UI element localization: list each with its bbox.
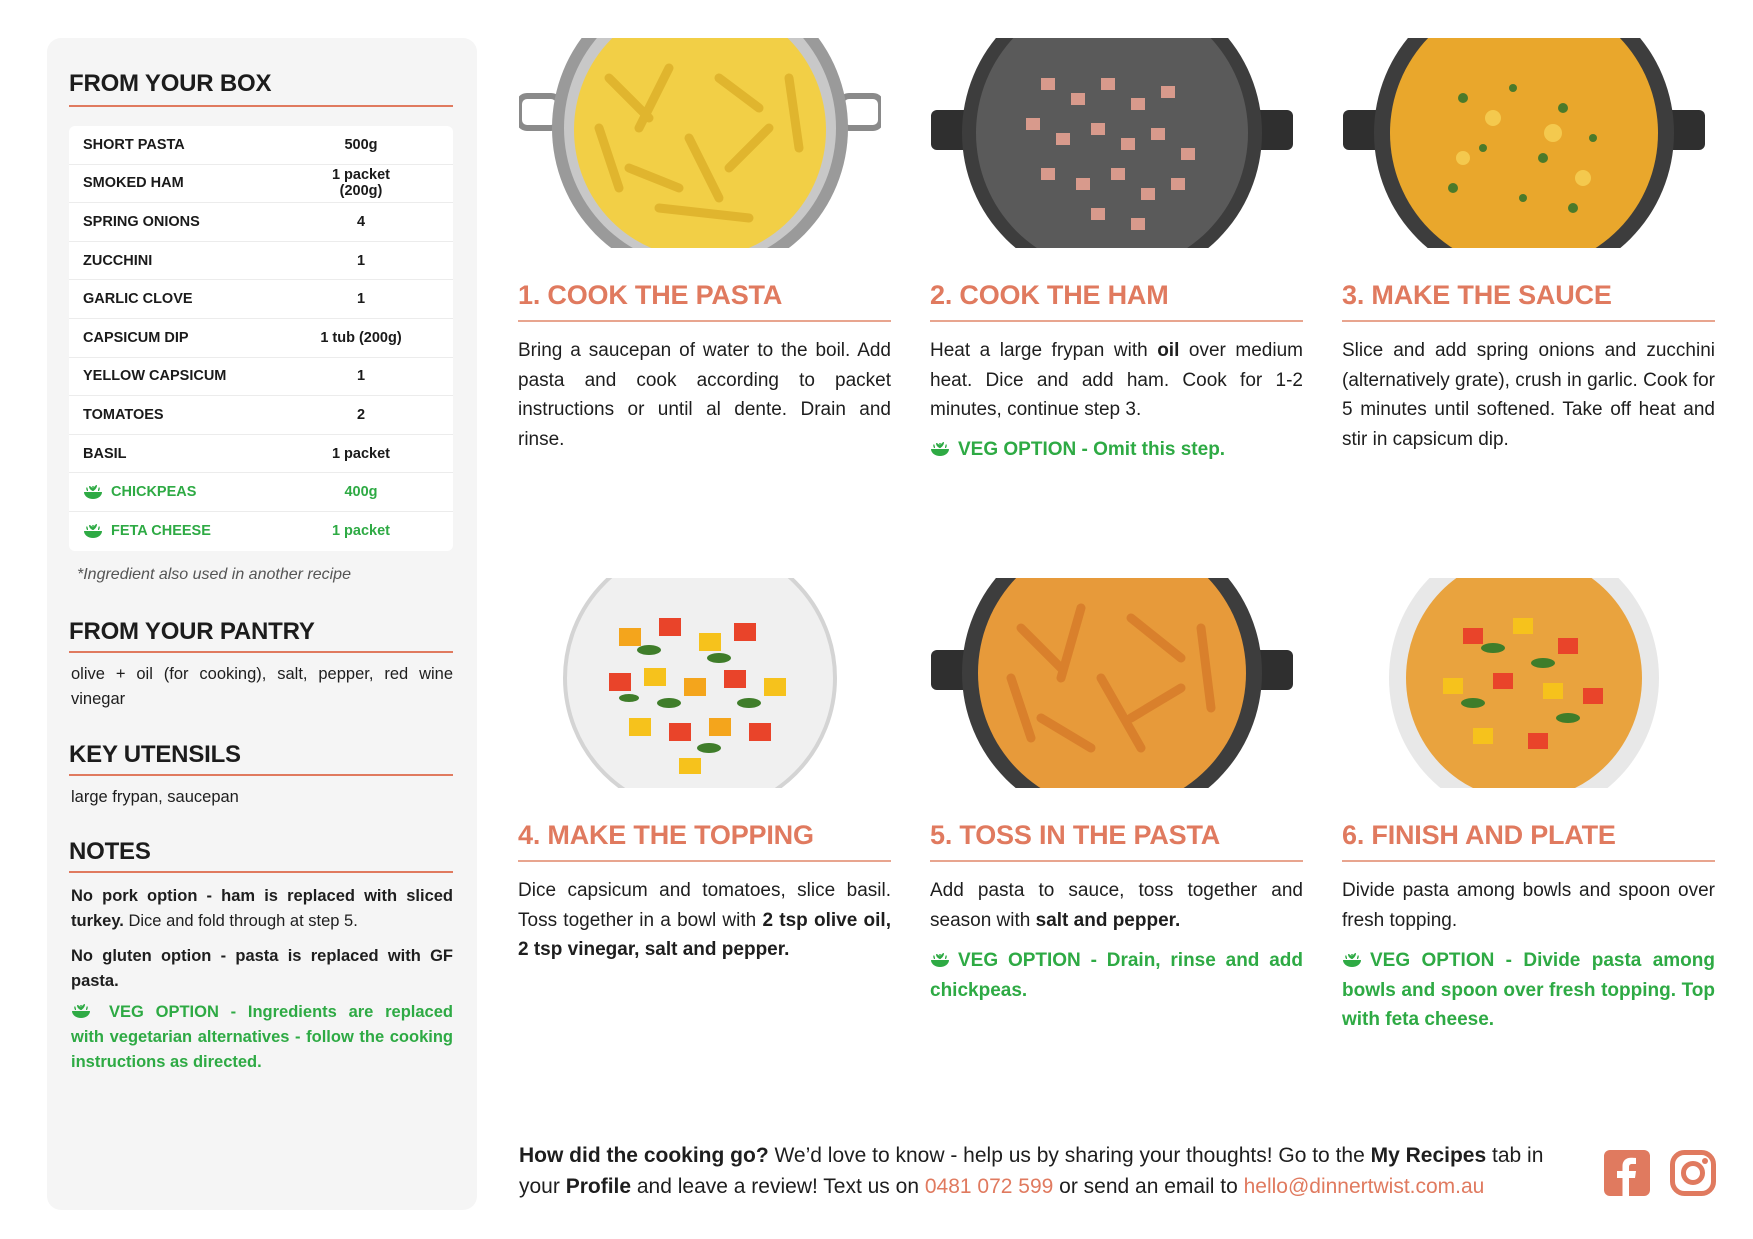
- step-rule: [518, 320, 891, 322]
- leaf-bowl-icon: [83, 523, 103, 539]
- ingredient-row-veg: [69, 512, 453, 551]
- step-6-photo: [1343, 578, 1705, 788]
- step-rule: [930, 320, 1303, 322]
- step-3-title: 3. MAKE THE SAUCE: [1342, 280, 1612, 310]
- step-1-title: 1. COOK THE PASTA: [518, 280, 783, 310]
- step-6-veg-option: VEG OPTION - Divide pasta among bowls and spoon over fresh topping. Top with feta cheese.: [1342, 950, 1715, 1030]
- note-veg-option: VEG OPTION - Ingredients are replaced with vegetarian alternatives - follow the cooking instructions as directed.: [71, 1003, 453, 1071]
- step-6-title: 6. FINISH AND PLATE: [1342, 820, 1616, 850]
- phone-link[interactable]: 0481 072 599: [924, 1175, 1054, 1198]
- step-1-body: Bring a saucepan of water to the boil. Add pasta and cook according to packet instructions or until al dente. Drain and rinse.: [518, 340, 891, 450]
- ingredient-qty: 1 packet: [331, 523, 391, 540]
- ingredient-name: FETA CHEESE: [111, 523, 211, 540]
- step-rule: [930, 860, 1303, 862]
- note-no-gluten: No gluten option - pasta is replaced with GF pasta.: [71, 947, 453, 990]
- ingredient-row: [69, 358, 453, 397]
- ingredient-row: [69, 396, 453, 435]
- step-5-photo: [931, 578, 1293, 788]
- step-rule: [1342, 860, 1715, 862]
- heading-rule: [69, 774, 453, 776]
- leaf-bowl-icon: [71, 1003, 91, 1019]
- ingredient-qty: 1 packet: [331, 445, 391, 462]
- step-6-body: Divide pasta among bowls and spoon over fresh topping.: [1342, 880, 1715, 931]
- step-3-photo: [1343, 38, 1705, 248]
- step-5-title: 5. TOSS IN THE PASTA: [930, 820, 1221, 850]
- review-prompt: How did the cooking go? We’d love to know - help us by sharing your thoughts! Go to the My Recipes tab in your Profile and leave a review! Text us on 0481 072 599 or send an email to hello@dinnertwist.com.au: [519, 1144, 1544, 1198]
- ingredients-panel: [47, 38, 477, 1210]
- ingredient-row: [69, 126, 453, 165]
- step-2-photo: [931, 38, 1293, 248]
- key-utensils-heading: KEY UTENSILS: [69, 741, 241, 768]
- email-link[interactable]: hello@dinnertwist.com.au: [1243, 1175, 1485, 1198]
- ingredient-qty: 1 packet (200g): [331, 167, 391, 200]
- heading-rule: [69, 871, 453, 873]
- pantry-text: olive + oil (for cooking), salt, pepper, red wine vinegar: [71, 665, 453, 708]
- instagram-icon[interactable]: [1670, 1150, 1716, 1196]
- step-5-body: Add pasta to sauce, toss together and season with salt and pepper.: [930, 880, 1303, 931]
- leaf-bowl-icon: [930, 441, 950, 457]
- ingredient-row: [69, 435, 453, 474]
- ingredient-qty: 1: [356, 252, 366, 269]
- ingredient-row: [69, 280, 453, 319]
- ingredient-qty: 500g: [344, 136, 378, 153]
- step-2-body: Heat a large frypan with oil over medium heat. Dice and add ham. Cook for 1-2 minutes, continue step 3.: [930, 340, 1303, 420]
- step-5-veg-option: VEG OPTION - Drain, rinse and add chickpeas.: [930, 950, 1303, 1001]
- heading-rule: [69, 105, 453, 107]
- ingredient-qty: 1: [356, 368, 366, 385]
- notes-heading: NOTES: [69, 838, 151, 865]
- ingredient-row: [69, 242, 453, 281]
- ingredient-qty: 400g: [344, 484, 378, 501]
- ingredient-name: CAPSICUM DIP: [83, 329, 189, 346]
- step-rule: [1342, 320, 1715, 322]
- step-1-photo: [519, 38, 881, 248]
- step-4-photo: [519, 578, 881, 788]
- ingredient-qty: 1: [356, 291, 366, 308]
- ingredient-name: BASIL: [83, 445, 127, 462]
- footnote: *Ingredient also used in another recipe: [77, 566, 351, 583]
- step-3-body: Slice and add spring onions and zucchini (alternatively grate), crush in garlic. Cook for 5 minutes until softened. Take off heat and stir in capsicum dip.: [1342, 340, 1715, 450]
- ingredient-row-veg: [69, 473, 453, 512]
- ingredient-name: ZUCCHINI: [83, 252, 153, 269]
- leaf-bowl-icon: [1342, 952, 1362, 968]
- ingredient-row: [69, 203, 453, 242]
- step-2-title: 2. COOK THE HAM: [930, 280, 1169, 310]
- leaf-bowl-icon: [83, 484, 103, 500]
- ingredient-name: SMOKED HAM: [83, 175, 184, 192]
- note-no-pork: No pork option - ham is replaced with sliced turkey. Dice and fold through at step 5.: [71, 887, 453, 930]
- from-your-box-heading: FROM YOUR BOX: [69, 70, 272, 97]
- heading-rule: [69, 651, 453, 653]
- ingredient-name: YELLOW CAPSICUM: [83, 368, 227, 385]
- from-your-pantry-heading: FROM YOUR PANTRY: [69, 618, 315, 645]
- step-4-body: Dice capsicum and tomatoes, slice basil. Toss together in a bowl with 2 tsp olive oil, 2 tsp vinegar, salt and pepper.: [518, 880, 891, 960]
- ingredient-name: TOMATOES: [83, 406, 164, 423]
- leaf-bowl-icon: [930, 952, 950, 968]
- ingredients-table: [69, 126, 453, 551]
- facebook-icon[interactable]: [1604, 1150, 1650, 1196]
- ingredient-qty: 2: [356, 406, 366, 423]
- ingredient-name: GARLIC CLOVE: [83, 291, 193, 308]
- ingredient-name: SHORT PASTA: [83, 136, 185, 153]
- utensils-text: large frypan, saucepan: [71, 788, 239, 806]
- ingredient-row: [69, 165, 453, 204]
- ingredient-name: CHICKPEAS: [111, 484, 197, 501]
- ingredient-name: SPRING ONIONS: [83, 213, 200, 230]
- ingredient-qty: 1 tub (200g): [320, 329, 402, 346]
- step-2-veg-option: VEG OPTION - Omit this step.: [930, 435, 1303, 465]
- ingredient-qty: 4: [356, 213, 366, 230]
- ingredient-row: [69, 319, 453, 358]
- step-4-title: 4. MAKE THE TOPPING: [518, 820, 814, 850]
- step-rule: [518, 860, 891, 862]
